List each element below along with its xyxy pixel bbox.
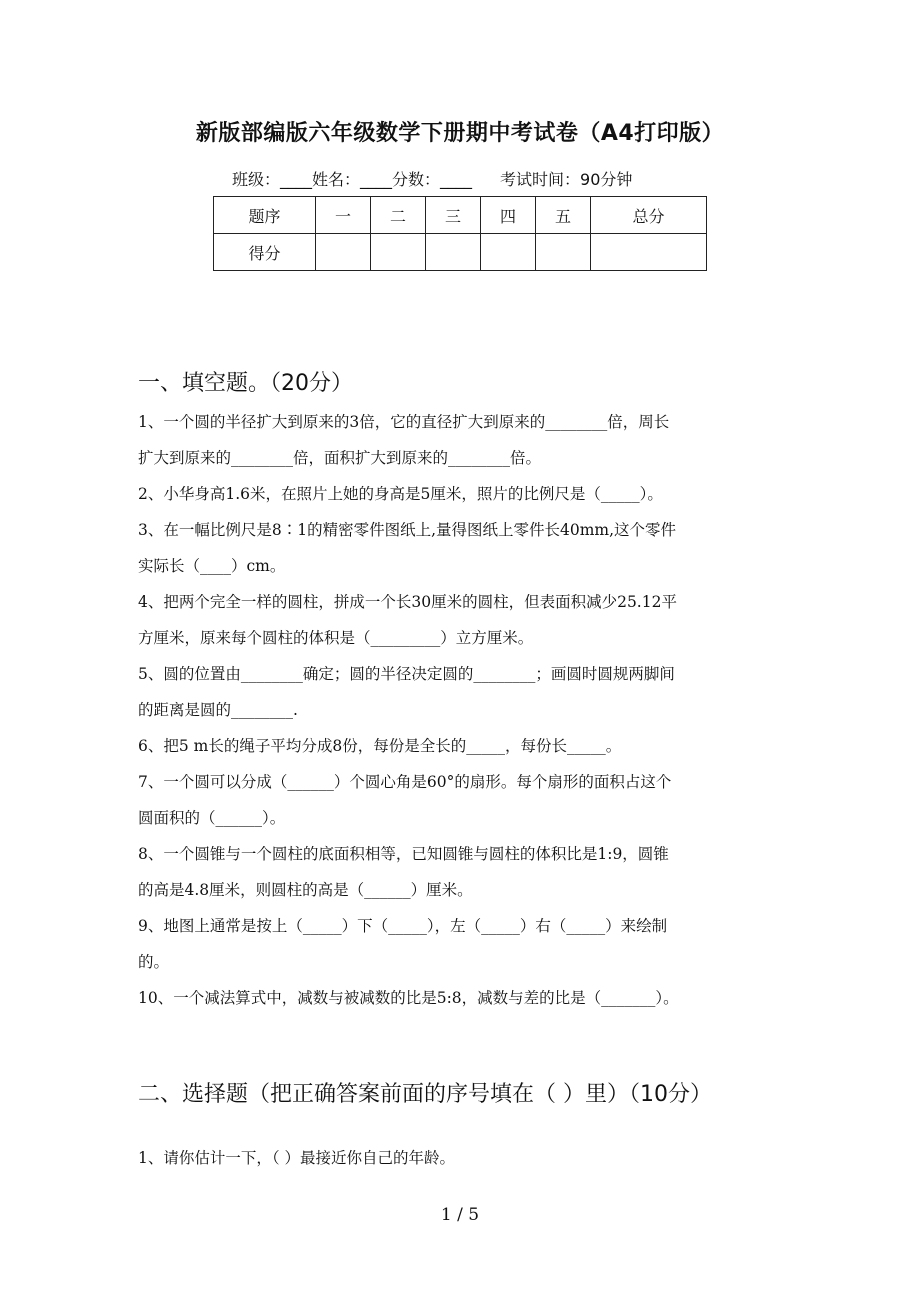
table-cell: 二 <box>371 197 426 234</box>
question-line: 6、把5 m长的绳子平均分成8份，每份是全长的_____，每份长_____。 <box>138 737 622 755</box>
table-cell: 四 <box>481 197 536 234</box>
table-cell: 三 <box>426 197 481 234</box>
table-cell: 得分 <box>214 234 316 271</box>
question-line: 5、圆的位置由________确定；圆的半径决定圆的________；画圆时圆规两脚间 <box>138 665 675 683</box>
question-line: 8、一个圆锥与一个圆柱的底面积相等，已知圆锥与圆柱的体积比是1:9，圆锥 <box>138 845 669 863</box>
table-cell <box>371 234 426 271</box>
table-cell <box>591 234 707 271</box>
class-field: 班级：____ <box>232 170 313 189</box>
score-table-header-row <box>214 197 707 234</box>
question-line: 的。 <box>138 953 170 971</box>
question-line: 1、请你估计一下，（ ）最接近你自己的年龄。 <box>138 1149 456 1167</box>
document-title: 新版部编版六年级数学下册期中考试卷（A4打印版） <box>195 121 725 146</box>
question-line: 的高是4.8厘米，则圆柱的高是（______）厘米。 <box>138 881 473 899</box>
question-line: 1、一个圆的半径扩大到原来的3倍，它的直径扩大到原来的________倍，周长 <box>138 413 670 431</box>
question-line: 实际长（____）cm。 <box>138 557 286 575</box>
table-cell: 题序 <box>214 197 316 234</box>
question-line: 7、一个圆可以分成（______）个圆心角是60°的扇形。每个扇形的面积占这个 <box>138 773 672 791</box>
score-table-score-row <box>214 234 707 271</box>
question-line: 3、在一幅比例尺是8∶1的精密零件图纸上,量得图纸上零件长40mm,这个零件 <box>138 521 677 539</box>
exam-time: 考试时间：90分钟 <box>500 170 633 189</box>
table-cell <box>316 234 371 271</box>
table-cell <box>426 234 481 271</box>
question-line: 的距离是圆的________. <box>138 701 298 719</box>
table-cell: 五 <box>536 197 591 234</box>
table-cell: 一 <box>316 197 371 234</box>
table-cell: 总分 <box>591 197 707 234</box>
question-line: 扩大到原来的________倍，面积扩大到原来的________倍。 <box>138 449 542 467</box>
name-field: 姓名：____ <box>312 170 393 189</box>
question-line: 方厘米，原来每个圆柱的体积是（_________）立方厘米。 <box>138 629 534 647</box>
table-cell <box>536 234 591 271</box>
score-field: 分数：____ <box>392 170 473 189</box>
question-line: 10、一个减法算式中，减数与被减数的比是5:8，减数与差的比是（_______）。 <box>138 989 679 1007</box>
page-number: 1 / 5 <box>440 1205 480 1225</box>
question-line: 4、把两个完全一样的圆柱，拼成一个长30厘米的圆柱，但表面积减少25.12平 <box>138 593 677 611</box>
question-line: 圆面积的（______）。 <box>138 809 286 827</box>
question-line: 2、小华身高1.6米，在照片上她的身高是5厘米，照片的比例尺是（_____）。 <box>138 485 663 503</box>
section-2-title: 二、选择题（把正确答案前面的序号填在（ ）里）（10分） <box>138 1082 712 1107</box>
question-line: 9、地图上通常是按上（_____）下（_____），左（_____）右（_____）来绘制 <box>138 917 668 935</box>
table-cell <box>481 234 536 271</box>
score-table <box>213 196 707 271</box>
section-1-title: 一、填空题。（20分） <box>138 371 353 396</box>
student-info-line <box>232 167 632 190</box>
